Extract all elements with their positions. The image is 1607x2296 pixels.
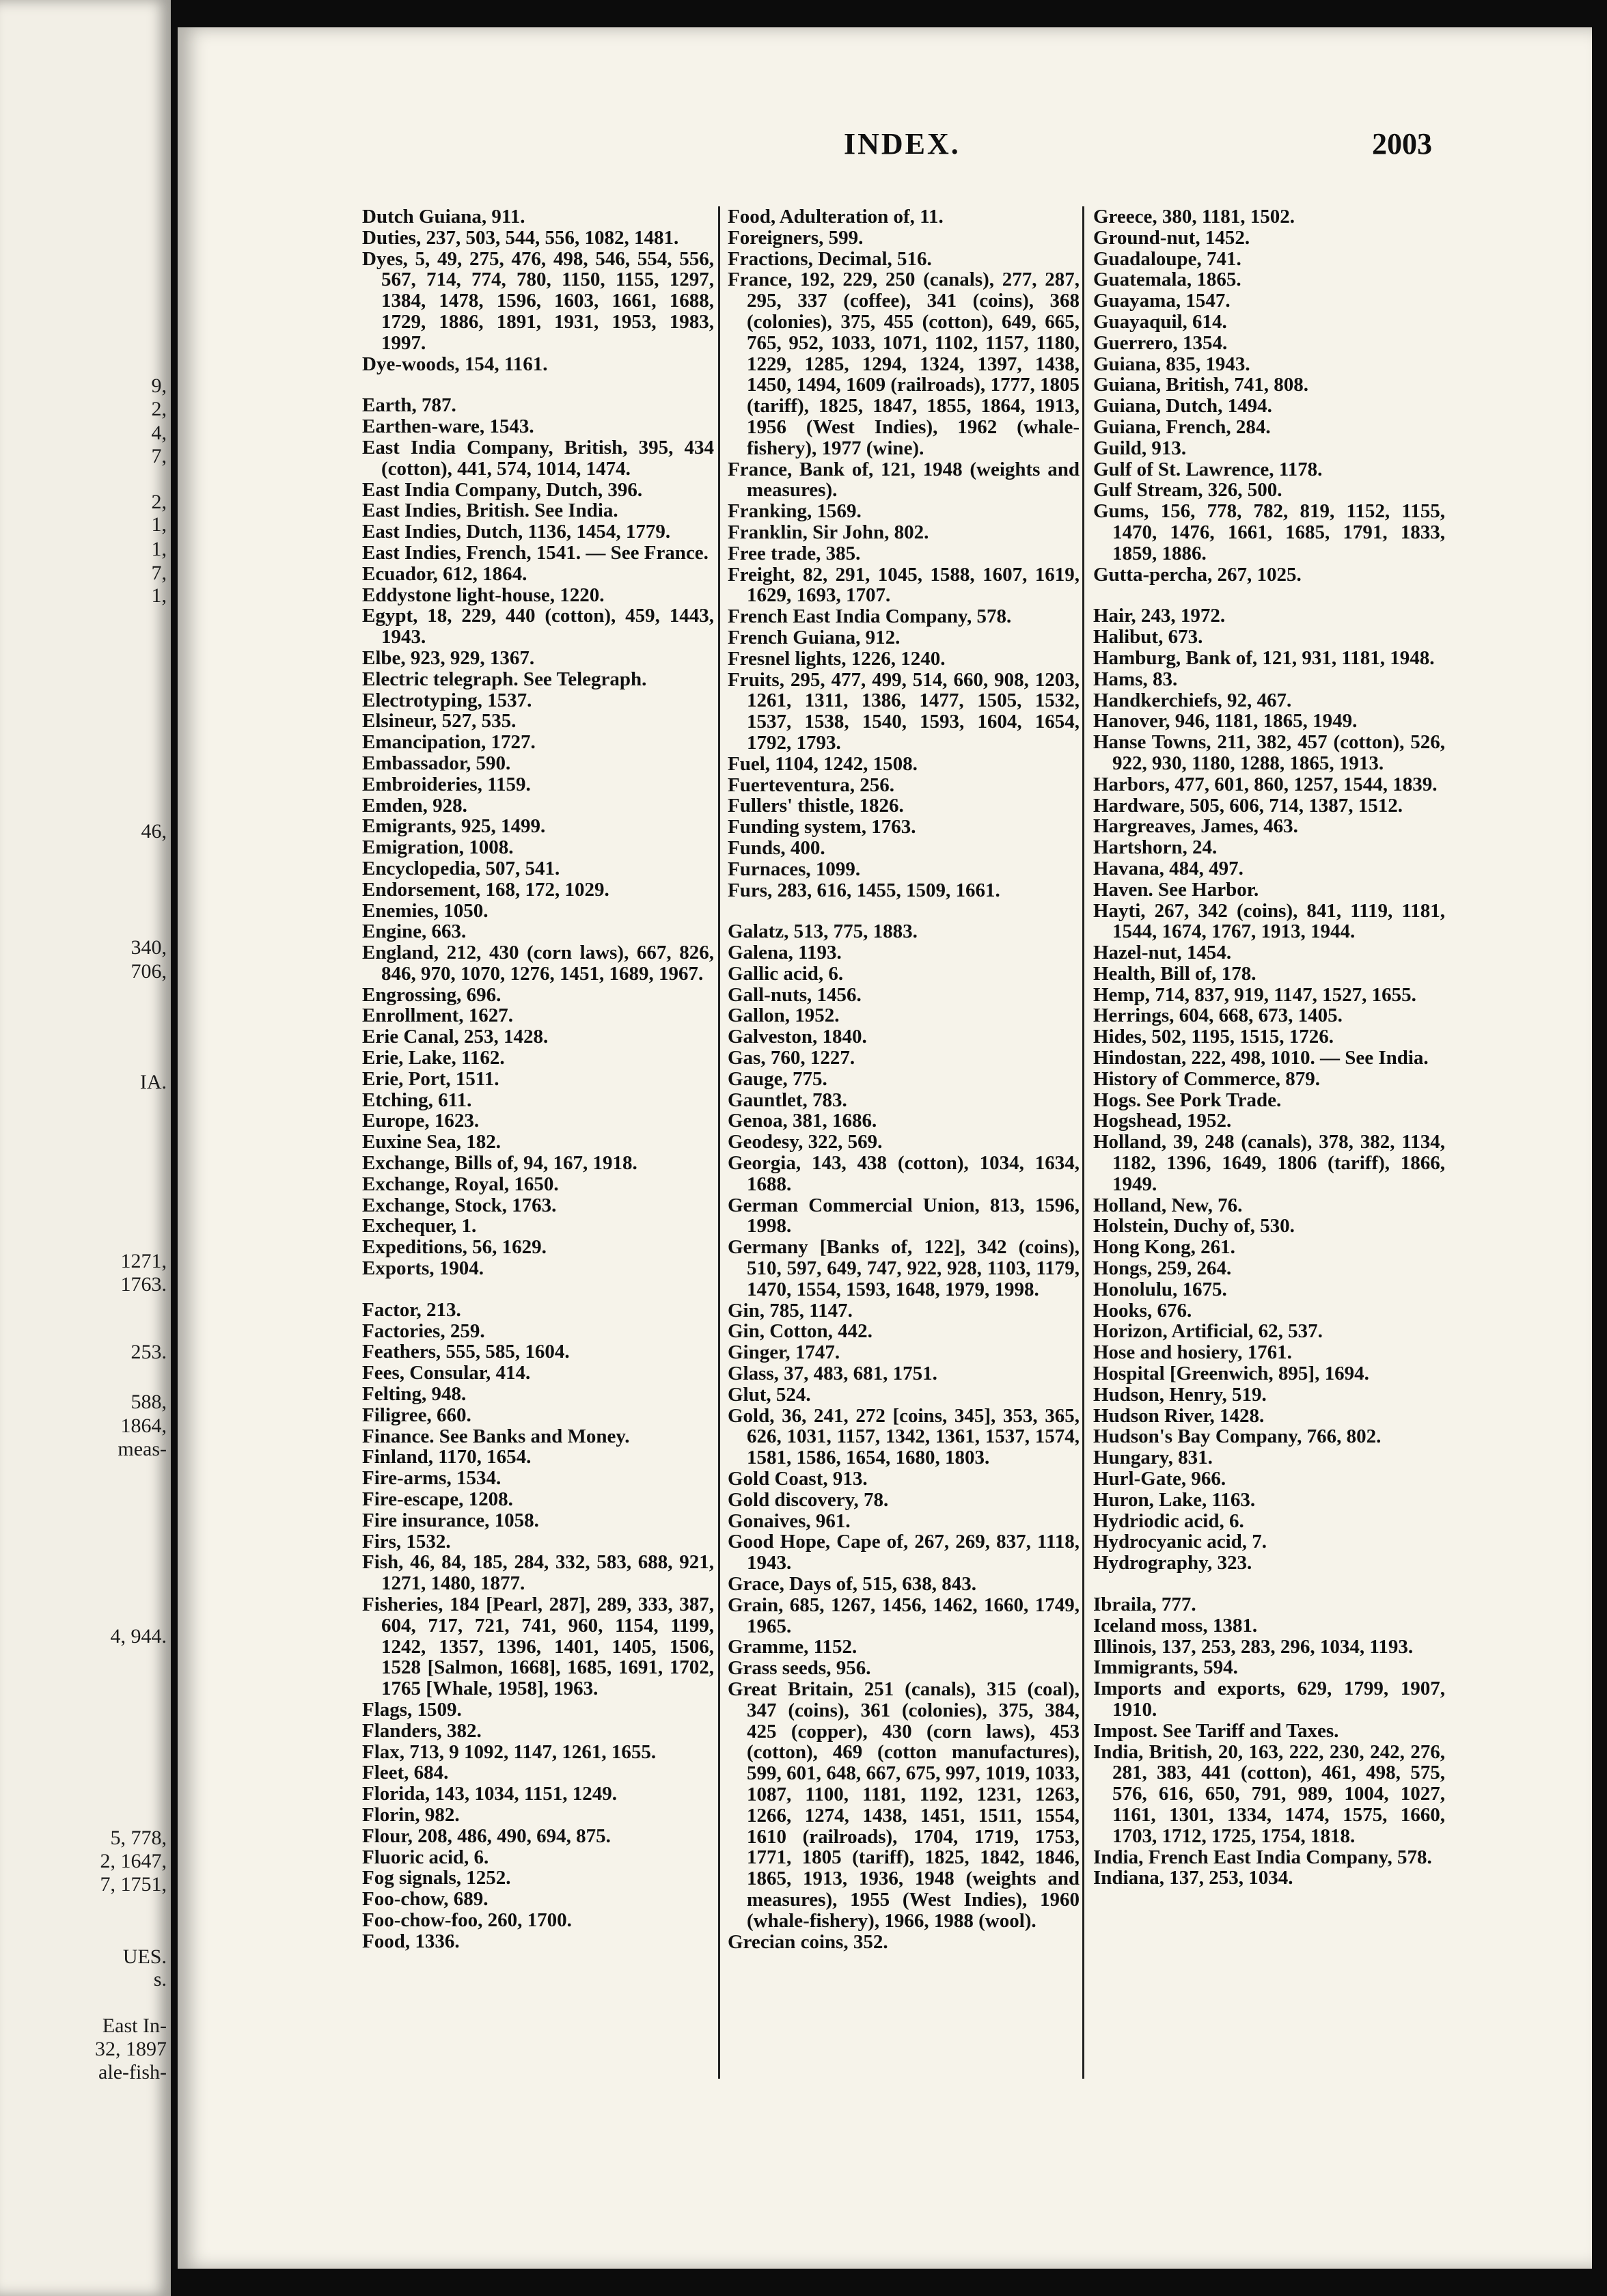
index-entry: Hartshorn, 24. <box>1093 836 1218 859</box>
index-entry: Handkerchiefs, 92, 467. <box>1093 689 1292 711</box>
facing-page-fragment: 2, <box>151 398 167 420</box>
index-entry: Europe, 1623. <box>362 1110 480 1132</box>
index-entry: Iceland moss, 1381. <box>1093 1614 1258 1637</box>
index-entry: Elbe, 923, 929, 1367. <box>362 646 535 669</box>
index-entry: Gulf of St. Lawrence, 1178. <box>1093 458 1323 480</box>
index-entry: Gallon, 1952. <box>728 1004 840 1027</box>
index-entry: East Indies, French, 1541. — See France. <box>362 541 709 564</box>
facing-page-fragment: 340, <box>131 936 167 959</box>
index-entry: Honolulu, 1675. <box>1093 1278 1227 1300</box>
index-entry: Fuerteventura, 256. <box>728 774 895 796</box>
index-entry: French East India Company, 578. <box>728 605 1012 628</box>
index-entry: Immigrants, 594. <box>1093 1656 1238 1679</box>
index-entry: Fire insurance, 1058. <box>362 1509 539 1531</box>
index-entry: Fog signals, 1252. <box>362 1867 511 1889</box>
index-entry: Fees, Consular, 414. <box>362 1362 531 1384</box>
index-entry: Encyclopedia, 507, 541. <box>362 857 560 879</box>
index-entry: Etching, 611. <box>362 1089 472 1111</box>
index-entry: Earthen-ware, 1543. <box>362 415 534 438</box>
facing-page-fragment: 253. <box>131 1341 167 1363</box>
index-entry: Gums, 156, 778, 782, 819, 1152, 1155, 1470, 1476, 1661, 1685, 1791, 1833, 1859, 1886. <box>1093 500 1445 564</box>
index-entry: Egypt, 18, 229, 440 (cotton), 459, 1443, 1943. <box>362 605 714 648</box>
index-entry: Greece, 380, 1181, 1502. <box>1093 206 1295 228</box>
index-entry: Gin, Cotton, 442. <box>728 1320 873 1343</box>
index-entry: Furnaces, 1099. <box>728 858 861 880</box>
facing-page-fragment: 1763. <box>120 1273 167 1296</box>
facing-page-fragment: 706, <box>131 960 167 983</box>
index-entry: Hogshead, 1952. <box>1093 1110 1232 1132</box>
index-entry: Ground-nut, 1452. <box>1093 226 1250 249</box>
facing-page-fragment: 32, 1897 <box>95 2038 167 2060</box>
index-entry: History of Commerce, 879. <box>1093 1067 1321 1090</box>
index-entry: Fullers' thistle, 1826. <box>728 795 904 817</box>
index-entry: Franking, 1569. <box>728 500 862 523</box>
facing-page-fragment: 9, <box>151 374 167 397</box>
facing-page-fragment: 1, <box>151 513 167 536</box>
index-entry: Earth, 787. <box>362 394 456 417</box>
index-entry: Exchange, Stock, 1763. <box>362 1194 557 1216</box>
index-entry: Dyes, 5, 49, 275, 476, 498, 546, 554, 556, 567, 714, 774, 780, 1150, 1155, 1297, 1384, 1478, 1596, 1603, 1661, 1688, 1729, 1886, 1891, 1931, 1953, 1983, 1997. <box>362 247 714 354</box>
index-entry: India, British, 20, 163, 222, 230, 242, 276, 281, 383, 441 (cotton), 461, 498, 575, 576, 616, 650, 791, 989, 1004, 1027, 1161, 1301, 1334, 1474, 1575, 1660, 1703, 1712, 1725, 1754, 1818. <box>1093 1740 1445 1847</box>
index-entry: Guerrero, 1354. <box>1093 331 1228 354</box>
page-title: INDEX. <box>844 127 961 161</box>
index-entry: Glass, 37, 483, 681, 1751. <box>728 1363 937 1385</box>
index-entry: Gold Coast, 913. <box>728 1468 868 1490</box>
index-entry: Guatemala, 1865. <box>1093 269 1241 291</box>
index-entry: Hargreaves, James, 463. <box>1093 815 1298 838</box>
index-entry: Grass seeds, 956. <box>728 1657 871 1680</box>
index-entry: Fractions, Decimal, 516. <box>728 247 932 270</box>
index-entry: Fleet, 684. <box>362 1762 449 1784</box>
facing-page-fragment: IA. <box>139 1071 167 1093</box>
index-entry: Exchange, Royal, 1650. <box>362 1173 559 1195</box>
index-entry: Embassador, 590. <box>362 752 511 774</box>
index-entry: East India Company, British, 395, 434 (cotton), 441, 574, 1014, 1474. <box>362 436 714 480</box>
index-entry: Germany [Banks of, 122], 342 (coins), 510, 597, 649, 747, 922, 928, 1103, 1179, 1470, 1554, 1593, 1648, 1979, 1998. <box>728 1236 1080 1300</box>
index-entry: Euxine Sea, 182. <box>362 1131 502 1153</box>
index-entry: Exchequer, 1. <box>362 1215 477 1238</box>
index-entry: Feathers, 555, 585, 1604. <box>362 1341 570 1363</box>
index-entry: Gramme, 1152. <box>728 1636 857 1658</box>
index-entry: Gauge, 775. <box>728 1067 827 1090</box>
index-entry: Foreigners, 599. <box>728 226 864 249</box>
index-entry: Good Hope, Cape of, 267, 269, 837, 1118, 1943. <box>728 1531 1080 1574</box>
index-entry: Elsineur, 527, 535. <box>362 710 517 733</box>
index-entry: East Indies, British. See India. <box>362 500 618 522</box>
column-divider <box>718 206 720 2079</box>
column-divider <box>1082 206 1084 2079</box>
facing-page-fragment: 46, <box>141 820 167 843</box>
index-entry: Herrings, 604, 668, 673, 1405. <box>1093 1004 1343 1027</box>
index-entry: England, 212, 430 (corn laws), 667, 826, 846, 970, 1070, 1276, 1451, 1689, 1967. <box>362 942 714 985</box>
index-entry: Florin, 982. <box>362 1803 460 1826</box>
facing-page-fragment: s. <box>153 1968 167 1991</box>
index-entry: Galatz, 513, 775, 1883. <box>728 920 918 943</box>
index-entry: Factor, 213. <box>362 1298 461 1321</box>
index-entry: Emden, 928. <box>362 794 467 817</box>
index-entry: Factories, 259. <box>362 1320 485 1342</box>
index-entry: Grecian coins, 352. <box>728 1930 888 1953</box>
index-entry: Fire-arms, 1534. <box>362 1467 502 1490</box>
index-entry: Gall-nuts, 1456. <box>728 983 862 1006</box>
index-entry: Hudson, Henry, 519. <box>1093 1383 1267 1406</box>
index-entry: Gallic acid, 6. <box>728 962 844 985</box>
index-entry: Hong Kong, 261. <box>1093 1236 1235 1259</box>
facing-page-fragment: 588, <box>131 1391 167 1413</box>
index-entry: Fruits, 295, 477, 499, 514, 660, 908, 1203, 1261, 1311, 1386, 1477, 1505, 1532, 1537, 1538, 1540, 1593, 1604, 1654, 1792, 1793. <box>728 668 1080 754</box>
index-entry: Flags, 1509. <box>362 1698 462 1721</box>
index-entry: Gauntlet, 783. <box>728 1089 847 1111</box>
index-entry: Engrossing, 696. <box>362 983 502 1006</box>
index-entry: Guiana, Dutch, 1494. <box>1093 395 1272 418</box>
index-entry: Dye-woods, 154, 1161. <box>362 353 548 375</box>
index-entry: Freight, 82, 291, 1045, 1588, 1607, 1619, 1629, 1693, 1707. <box>728 563 1080 607</box>
facing-page-fragment: 1, <box>151 584 167 607</box>
index-entry: Holland, New, 76. <box>1093 1194 1243 1216</box>
index-entry: Funds, 400. <box>728 836 825 859</box>
index-entry: Ecuador, 612, 1864. <box>362 562 527 585</box>
index-entry: Guiana, 835, 1943. <box>1093 353 1250 375</box>
index-entry: German Commercial Union, 813, 1596, 1998. <box>728 1194 1080 1238</box>
index-column-2 <box>728 206 1080 2086</box>
facing-page-fragment: 7, 1751, <box>100 1873 167 1896</box>
index-entry: Hides, 502, 1195, 1515, 1726. <box>1093 1026 1334 1048</box>
index-entry: Hardware, 505, 606, 714, 1387, 1512. <box>1093 794 1403 817</box>
index-entry: Haven. See Harbor. <box>1093 878 1259 901</box>
index-entry: Hanse Towns, 211, 382, 457 (cotton), 526, 922, 930, 1180, 1288, 1865, 1913. <box>1093 731 1445 774</box>
index-entry: Huron, Lake, 1163. <box>1093 1488 1256 1511</box>
index-entry: Guayama, 1547. <box>1093 290 1231 312</box>
index-entry: Holland, 39, 248 (canals), 378, 382, 1134, 1182, 1396, 1649, 1806 (tariff), 1866, 1949. <box>1093 1131 1445 1195</box>
index-entry: Foo-chow-foo, 260, 1700. <box>362 1909 572 1931</box>
index-entry: Halibut, 673. <box>1093 626 1203 648</box>
facing-page-fragment: 1271, <box>120 1250 167 1272</box>
index-entry: Emancipation, 1727. <box>362 731 536 754</box>
index-entry: Funding system, 1763. <box>728 816 916 838</box>
index-entry: Hogs. See Pork Trade. <box>1093 1089 1282 1111</box>
index-entry: Firs, 1532. <box>362 1530 451 1553</box>
index-entry: Horizon, Artificial, 62, 537. <box>1093 1320 1323 1343</box>
index-entry: France, Bank of, 121, 1948 (weights and measures). <box>728 458 1080 502</box>
index-entry: Genoa, 381, 1686. <box>728 1110 877 1132</box>
index-entry: Hair, 243, 1972. <box>1093 605 1226 627</box>
index-entry: Duties, 237, 503, 544, 556, 1082, 1481. <box>362 226 679 249</box>
index-entry: Guiana, French, 284. <box>1093 415 1271 438</box>
index-entry: Electrotyping, 1537. <box>362 689 532 711</box>
index-page <box>178 27 1592 2269</box>
index-entry: Emigration, 1008. <box>362 836 514 859</box>
index-entry: Hazel-nut, 1454. <box>1093 942 1232 964</box>
index-entry: Gin, 785, 1147. <box>728 1299 853 1322</box>
index-entry: Havana, 484, 497. <box>1093 857 1244 879</box>
index-entry: Erie Canal, 253, 1428. <box>362 1026 549 1048</box>
facing-page-fragment: 1864, <box>120 1414 167 1437</box>
index-entry: Felting, 948. <box>362 1383 467 1406</box>
facing-page-fragment: ale-fish- <box>98 2061 167 2083</box>
index-entry: Impost. See Tariff and Taxes. <box>1093 1719 1339 1742</box>
index-column-3 <box>1093 206 1445 2086</box>
facing-page-fragment: 7, <box>151 562 167 584</box>
index-entry: Florida, 143, 1034, 1151, 1249. <box>362 1783 617 1805</box>
index-entry: Hindostan, 222, 498, 1010. — See India. <box>1093 1047 1429 1069</box>
index-entry: Dutch Guiana, 911. <box>362 206 525 228</box>
index-entry: Expeditions, 56, 1629. <box>362 1236 547 1259</box>
facing-page-fragment: meas- <box>118 1438 167 1460</box>
index-entry: Hurl-Gate, 966. <box>1093 1468 1226 1490</box>
index-entry: Exchange, Bills of, 94, 167, 1918. <box>362 1152 637 1175</box>
facing-page-fragment: East In- <box>102 2014 167 2037</box>
index-entry: Harbors, 477, 601, 860, 1257, 1544, 1839. <box>1093 773 1438 795</box>
index-entry: Guild, 913. <box>1093 437 1187 459</box>
index-entry: Hydrocyanic acid, 7. <box>1093 1531 1267 1553</box>
index-entry: Exports, 1904. <box>362 1257 484 1280</box>
index-entry: Hayti, 267, 342 (coins), 841, 1119, 1181, 1544, 1674, 1767, 1913, 1944. <box>1093 899 1445 943</box>
facing-page-fragment: 1, <box>151 538 167 560</box>
index-entry: Food, Adulteration of, 11. <box>728 206 944 228</box>
index-entry: Fish, 46, 84, 185, 284, 332, 583, 688, 921, 1271, 1480, 1877. <box>362 1551 714 1595</box>
index-entry: Hams, 83. <box>1093 668 1178 690</box>
index-entry: Hemp, 714, 837, 919, 1147, 1527, 1655. <box>1093 983 1416 1006</box>
index-entry: Geodesy, 322, 569. <box>728 1131 883 1153</box>
facing-page-edge <box>0 0 171 2296</box>
index-entry: Fresnel lights, 1226, 1240. <box>728 647 946 670</box>
index-entry: Galena, 1193. <box>728 942 842 964</box>
index-entry: Embroideries, 1159. <box>362 773 531 795</box>
index-entry: Hydrography, 323. <box>1093 1552 1252 1574</box>
index-entry: Electric telegraph. See Telegraph. <box>362 668 647 690</box>
index-entry: Emigrants, 925, 1499. <box>362 815 546 838</box>
index-entry: Fluoric acid, 6. <box>362 1846 489 1868</box>
index-entry: Franklin, Sir John, 802. <box>728 521 929 543</box>
index-entry: Enrollment, 1627. <box>362 1004 513 1027</box>
facing-page-fragment: 7, <box>151 445 167 467</box>
index-entry: Glut, 524. <box>728 1383 811 1406</box>
index-entry: Filigree, 660. <box>362 1404 471 1426</box>
index-entry: East Indies, Dutch, 1136, 1454, 1779. <box>362 521 671 543</box>
index-entry: Flanders, 382. <box>362 1719 482 1742</box>
index-entry: Grain, 685, 1267, 1456, 1462, 1660, 1749, 1965. <box>728 1594 1080 1637</box>
index-entry: Hongs, 259, 264. <box>1093 1257 1232 1280</box>
index-entry: Gutta-percha, 267, 1025. <box>1093 563 1302 586</box>
index-entry: Hamburg, Bank of, 121, 931, 1181, 1948. <box>1093 646 1435 669</box>
index-entry: Hose and hosiery, 1761. <box>1093 1341 1292 1364</box>
index-entry: Holstein, Duchy of, 530. <box>1093 1215 1295 1238</box>
index-entry: French Guiana, 912. <box>728 626 901 648</box>
index-entry: Eddystone light-house, 1220. <box>362 584 605 606</box>
index-entry: Gas, 760, 1227. <box>728 1047 855 1069</box>
index-entry: Grace, Days of, 515, 638, 843. <box>728 1573 977 1595</box>
index-entry: Fisheries, 184 [Pearl, 287], 289, 333, 387, 604, 717, 721, 741, 960, 1154, 1199, 1242, 1357, 1396, 1401, 1405, 1506, 1528 [Salmon, 1668], 1685, 1691, 1702, 1765 [Whale, 1958], 1963. <box>362 1594 714 1700</box>
index-entry: Fuel, 1104, 1242, 1508. <box>728 752 918 775</box>
index-entry: Ibraila, 777. <box>1093 1594 1196 1615</box>
index-entry: Guayaquil, 614. <box>1093 310 1227 333</box>
index-entry: Illinois, 137, 253, 283, 296, 1034, 1193. <box>1093 1635 1414 1658</box>
index-entry: Health, Bill of, 178. <box>1093 962 1256 985</box>
index-entry: Hospital [Greenwich, 895], 1694. <box>1093 1363 1369 1385</box>
index-entry: Flax, 713, 9 1092, 1147, 1261, 1655. <box>362 1740 657 1763</box>
index-entry: Finance. See Banks and Money. <box>362 1425 630 1447</box>
index-entry: Hooks, 676. <box>1093 1299 1192 1322</box>
index-entry: Hudson's Bay Company, 766, 802. <box>1093 1425 1382 1448</box>
index-entry: France, 192, 229, 250 (canals), 277, 287, 295, 337 (coffee), 341 (coins), 368 (colonies), 375, 455 (cotton), 649, 665, 765, 952, 1033, 1071, 1102, 1157, 1180, 1229, 1285, 1294, 1324, 1397, 1438, 1450, 1494, 1609 (railroads), 1777, 1805 (tariff), 1825, 1847, 1855, 1864, 1913, 1956 (West Indies), 1962 (whale-fishery), 1977 (wine). <box>728 269 1080 459</box>
facing-page-fragment: 2, 1647, <box>100 1850 167 1872</box>
index-entry: Flour, 208, 486, 490, 694, 875. <box>362 1824 611 1847</box>
index-entry: Hudson River, 1428. <box>1093 1404 1265 1427</box>
index-entry: Ginger, 1747. <box>728 1341 840 1364</box>
index-entry: Indiana, 137, 253, 1034. <box>1093 1867 1293 1889</box>
index-entry: Enemies, 1050. <box>362 899 489 922</box>
index-entry: India, French East India Company, 578. <box>1093 1846 1432 1868</box>
index-entry: Fire-escape, 1208. <box>362 1488 513 1511</box>
index-entry: Foo-chow, 689. <box>362 1888 489 1911</box>
index-entry: Georgia, 143, 438 (cotton), 1034, 1634, 1688. <box>728 1152 1080 1195</box>
index-entry: Food, 1336. <box>362 1930 460 1952</box>
index-entry: Guadaloupe, 741. <box>1093 247 1241 270</box>
index-entry: Free trade, 385. <box>728 542 861 564</box>
facing-page-fragment: 4, <box>151 422 167 444</box>
index-entry: Endorsement, 168, 172, 1029. <box>362 878 609 901</box>
index-entry: Great Britain, 251 (canals), 315 (coal), 347 (coins), 361 (colonies), 375, 384, 425 (copper), 430 (corn laws), 453 (cotton), 469 (cotton manufactures), 599, 601, 648, 667, 675, 997, 1019, 1033, 1087, 1100, 1181, 1192, 1231, 1263, 1266, 1274, 1438, 1451, 1511, 1554, 1610 (railroads), 1704, 1719, 1753, 1771, 1805 (tariff), 1825, 1842, 1846, 1865, 1913, 1936, 1948 (weights and measures), 1955 (West Indies), 1960 (whale-fishery), 1966, 1988 (wool). <box>728 1678 1080 1932</box>
facing-page-fragment: 2, <box>151 491 167 513</box>
index-entry: Hydriodic acid, 6. <box>1093 1509 1244 1532</box>
index-entry: East India Company, Dutch, 396. <box>362 478 643 501</box>
index-entry: Guiana, British, 741, 808. <box>1093 374 1309 396</box>
index-entry: Finland, 1170, 1654. <box>362 1446 532 1468</box>
facing-page-fragment: 4, 944. <box>110 1625 167 1648</box>
index-entry: Gonaives, 961. <box>728 1509 851 1532</box>
index-entry: Gold, 36, 241, 272 [coins, 345], 353, 365, 626, 1031, 1157, 1342, 1361, 1537, 1574, 1581, 1586, 1654, 1680, 1803. <box>728 1404 1080 1469</box>
index-entry: Gulf Stream, 326, 500. <box>1093 479 1282 502</box>
facing-page-fragment: UES. <box>122 1945 167 1968</box>
index-entry: Galveston, 1840. <box>728 1026 867 1048</box>
index-column-1 <box>362 206 714 2086</box>
index-entry: Hanover, 946, 1181, 1865, 1949. <box>1093 710 1358 733</box>
facing-page-fragment: 5, 778, <box>110 1827 167 1849</box>
index-entry: Erie, Port, 1511. <box>362 1067 499 1090</box>
index-entry: Erie, Lake, 1162. <box>362 1047 505 1069</box>
index-entry: Furs, 283, 616, 1455, 1509, 1661. <box>728 879 1000 901</box>
index-entry: Engine, 663. <box>362 920 467 943</box>
page-number: 2003 <box>1372 127 1432 161</box>
index-entry: Hungary, 831. <box>1093 1447 1213 1469</box>
index-entry: Imports and exports, 629, 1799, 1907, 1910. <box>1093 1678 1445 1721</box>
page-header <box>178 126 1592 181</box>
index-entry: Gold discovery, 78. <box>728 1488 889 1511</box>
